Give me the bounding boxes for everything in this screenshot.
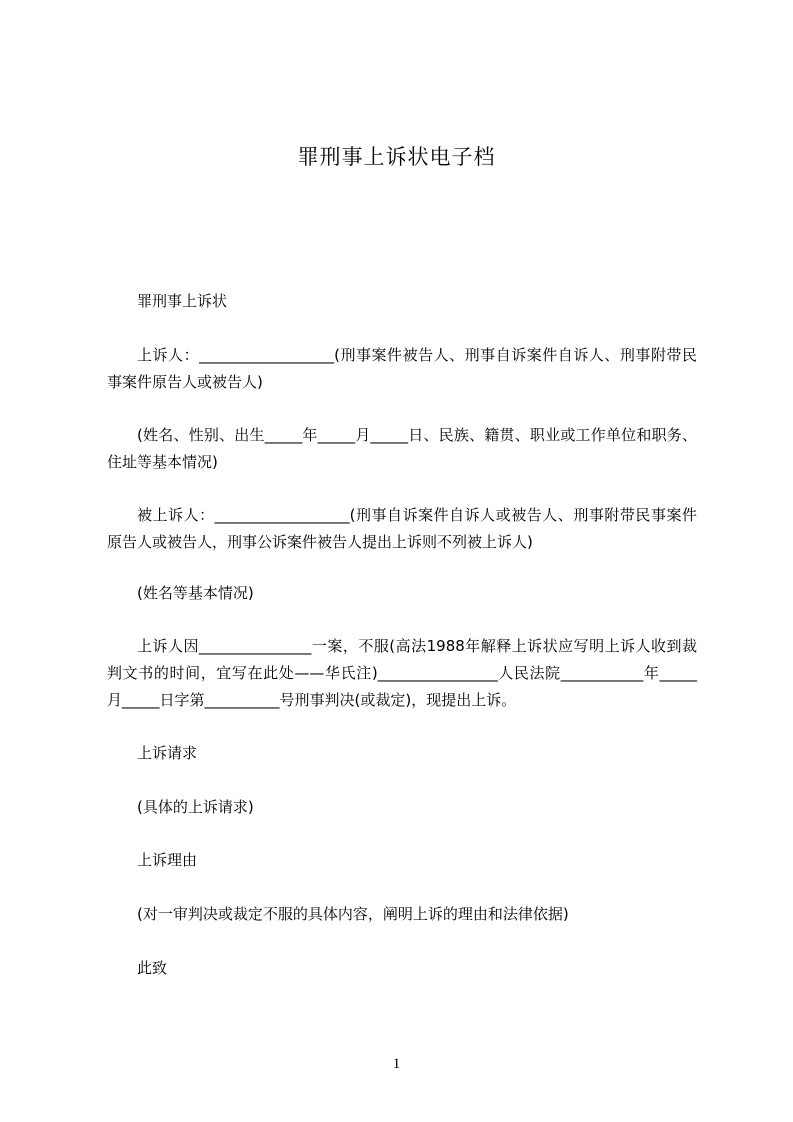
requests-placeholder: (具体的上诉请求)	[137, 798, 254, 816]
closing-salutation: 此致	[137, 959, 168, 977]
appellant-info-paragraph: (姓名、性别、出生_____年_____月_____日、民族、籍贯、职业或工作单位和职务、住址等基本情况)	[107, 426, 697, 471]
page-number: 1	[392, 1056, 401, 1072]
section-heading-requests: 上诉请求	[137, 744, 198, 762]
appeal-case-paragraph: 上诉人因_______________一案，不服(高法1988年解释上诉状应写明上诉人收到裁判文书的时间，宜写在此处——华氏注)________________人民法院___________年_____月_____日字第__________号刑事判决(或裁定)，现提出上诉。	[107, 637, 697, 709]
appellee-info-paragraph: (姓名等基本情况)	[137, 584, 254, 602]
document-title: 罪刑事上诉状电子档	[297, 145, 496, 169]
appellee-paragraph: 被上诉人：__________________(刑事自诉案件自诉人或被告人、刑事附带民事案件原告人或被告人，刑事公诉案件被告人提出上诉则不列被上诉人)	[107, 506, 697, 551]
reasons-placeholder: (对一审判决或裁定不服的具体内容，阐明上诉的理由和法律依据)	[137, 905, 569, 923]
appellant-paragraph: 上诉人：__________________(刑事案件被告人、刑事自诉案件自诉人、刑事附带民事案件原告人或被告人)	[107, 346, 697, 391]
section-heading-reasons: 上诉理由	[137, 851, 198, 869]
section-heading-appeal: 罪刑事上诉状	[137, 292, 228, 310]
